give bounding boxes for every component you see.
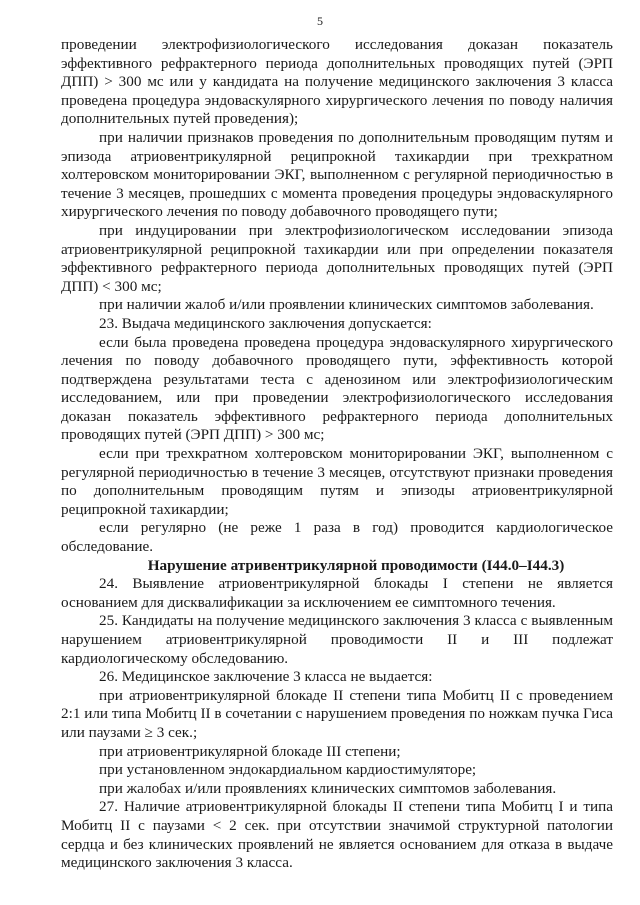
paragraph: если при трехкратном холтеровском мониторировании ЭКГ, выполненном с регулярной периодичностью в течение 3 месяцев, отсутствуют признаки проведения по дополнительным проводящим путям и эпизоды атриовентрикулярной реципрокной тахикардии;	[61, 445, 613, 518]
paragraph: при атриовентрикулярной блокаде II степени типа Мобитц II с проведением 2:1 или типа Мобитц II в сочетании с нарушением проведения по ножкам пучка Гиса или паузами ≥ 3 сек.;	[61, 686, 613, 741]
paragraph: при атриовентрикулярной блокаде III степени;	[99, 742, 401, 760]
document-body	[61, 36, 613, 873]
paragraph: при установленном эндокардиальном кардиостимуляторе;	[99, 761, 477, 779]
paragraph: если была проведена проведена процедура эндоваскулярного хирургического лечения по поводу добавочного проводящего пути, эффективность которой подтверждена результатами теста с аденозином или электрофизиологическим исследованием, или при проведении электрофизиологического исследования доказан показатель эффективного рефрактерного периода дополнительных проводящих путей (ЭРП ДПП) > 300 мс;	[61, 333, 613, 444]
paragraph-continuation: проведении электрофизиологического исследования доказан показатель эффективного рефрактерного периода дополнительных проводящих путей (ЭРП ДПП) > 300 мс или у кандидата на получение медицинского заключения 3 класса проведена процедура эндоваскулярного хирургического лечения по поводу наличия дополнительных путей проведения);	[61, 36, 613, 128]
paragraph: при жалобах и/или проявлениях клинических симптомов заболевания.	[99, 779, 557, 797]
paragraph: если регулярно (не реже 1 раза в год) проводится кардиологическое обследование.	[61, 519, 613, 556]
paragraph-item-26: 26. Медицинское заключение 3 класса не выдается:	[99, 668, 433, 686]
paragraph-item-27: 27. Наличие атриовентрикулярной блокады II степени типа Мобитц I и типа Мобитц II с паузами < 2 сек. при отсутствии значимой структурной патологии сердца и без клинических проявлений не является основанием для отказа в выдаче медицинского заключения 3 класса.	[61, 798, 613, 872]
paragraph-item-25: 25. Кандидаты на получение медицинского заключения 3 класса с выявленным нарушением атриовентрикулярной проводимости II и III подлежат кардиологическому обследованию.	[61, 612, 613, 667]
section-heading: Нарушение атривентрикулярной проводимости (I44.0–I44.3)	[147, 556, 565, 574]
page-number: 5	[317, 14, 323, 28]
paragraph: при индуцировании при электрофизиологическом исследовании эпизода атриовентрикулярной реципрокной тахикардии или при определении показателя эффективного рефрактерного периода дополнительных проводящих путей (ЭРП ДПП) < 300 мс;	[61, 221, 613, 295]
paragraph-item-24: 24. Выявление атриовентрикулярной блокады I степени не является основанием для дисквалификации за исключением ее симптомного течения.	[61, 575, 613, 611]
paragraph: при наличии признаков проведения по дополнительным проводящим путям и эпизода атриовентрикулярной реципрокной тахикардии при трехкратном холтеровском мониторировании ЭКГ, выполненном с регулярной периодичностью в течение 3 месяцев, прошедших с момента проведения процедуры эндоваскулярного хирургического лечения по поводу добавочного проводящего пути;	[61, 128, 613, 221]
paragraph-item-23: 23. Выдача медицинского заключения допускается:	[99, 314, 432, 332]
paragraph: при наличии жалоб и/или проявлении клинических симптомов заболевания.	[99, 296, 594, 314]
